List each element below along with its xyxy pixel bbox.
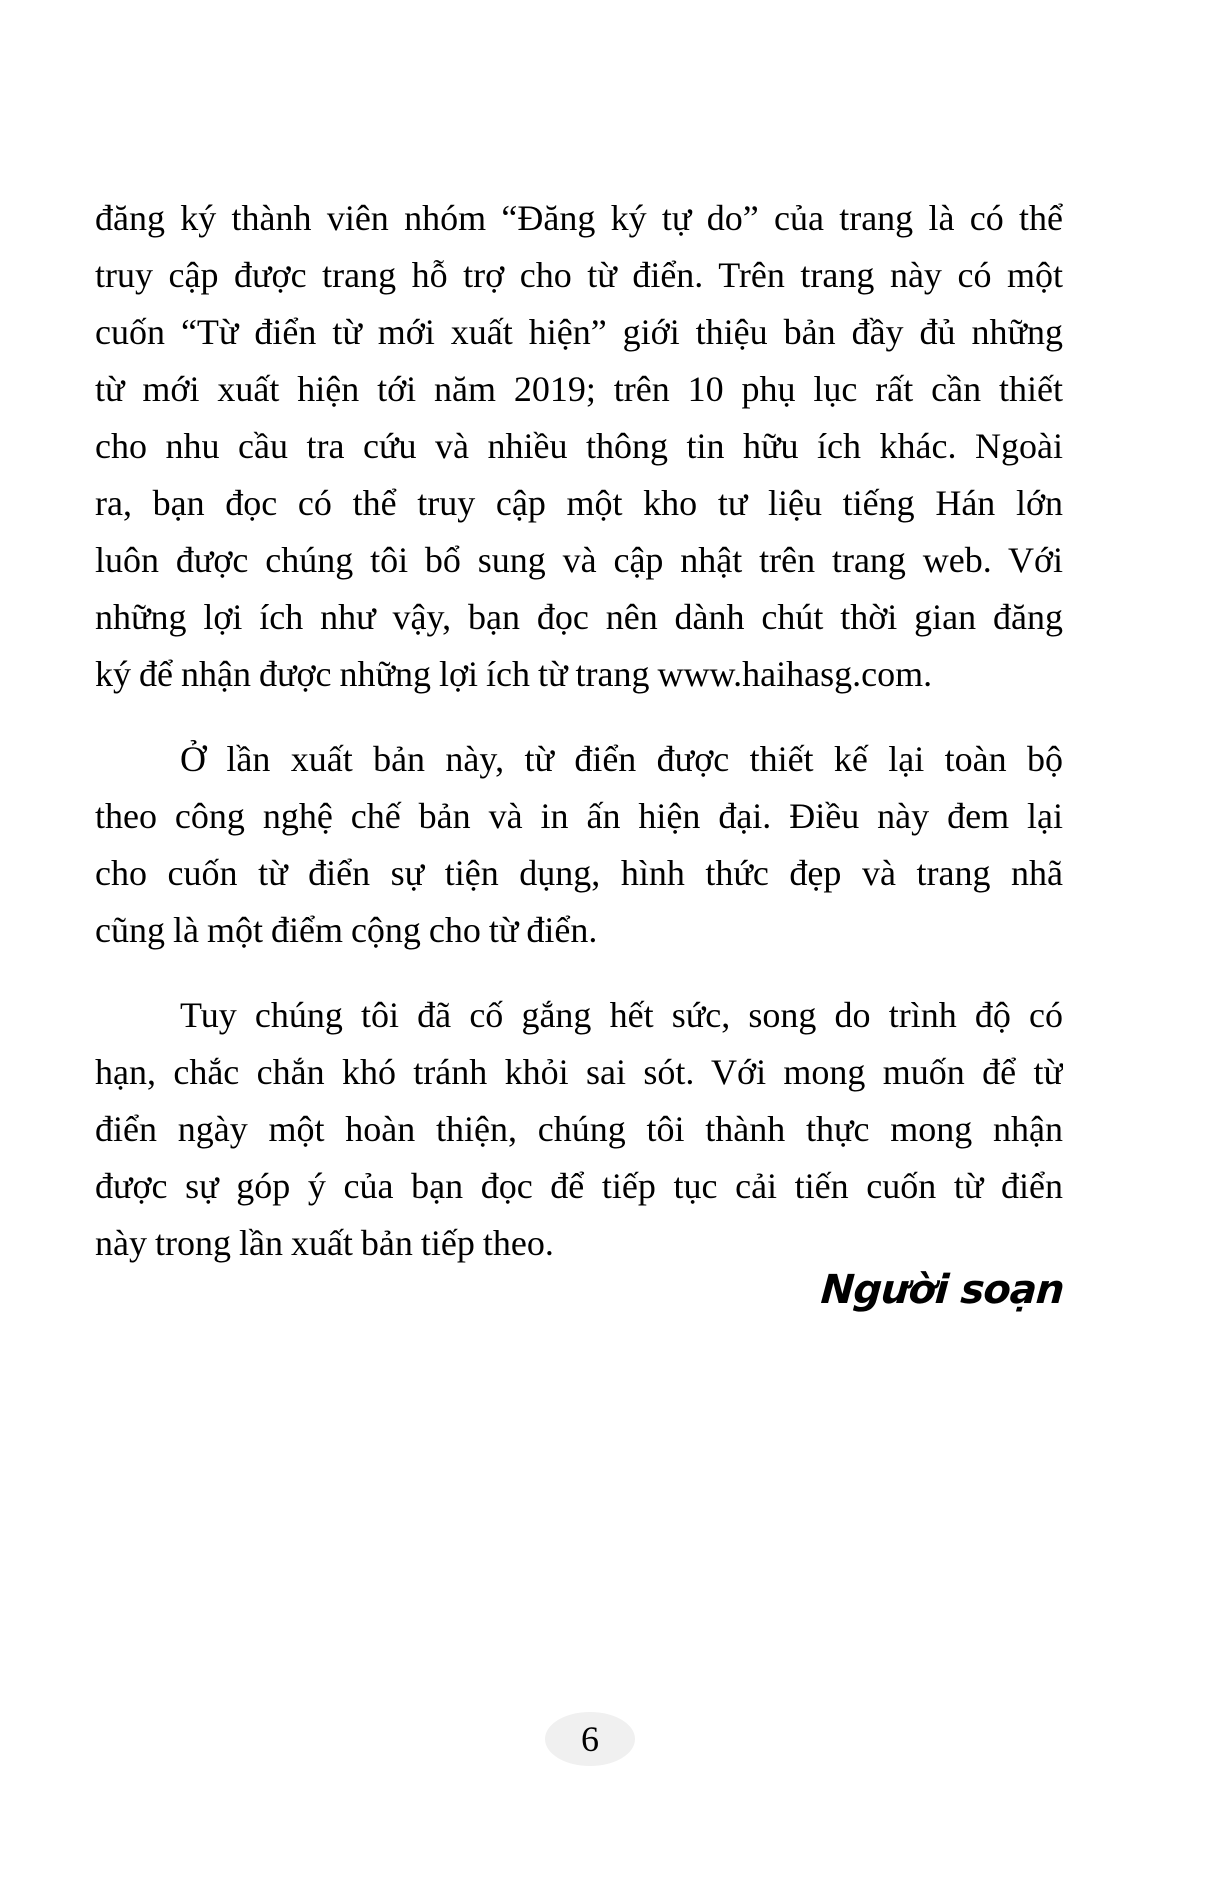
text-line: cho nhu cầu tra cứu và nhiều thông tin hữu ích khác. Ngoài [95,426,1063,466]
text-line: Tuy chúng tôi đã cố gắng hết sức, song do trình độ có [180,995,1063,1035]
text-line: Ở lần xuất bản này, từ điển được thiết kế lại toàn bộ [180,739,1063,779]
page-number-badge [545,1712,635,1766]
text-line: ký để nhận được những lợi ích từ trang www.haihasg.com. [95,654,933,694]
paragraph [95,987,1063,1272]
text-line: đăng ký thành viên nhóm “Đăng ký tự do” của trang là có thể [95,198,1063,238]
text-line: điển ngày một hoàn thiện, chúng tôi thành thực mong nhận [95,1109,1063,1149]
paragraph [95,731,1063,959]
text-line: hạn, chắc chắn khó tránh khỏi sai sót. Với mong muốn để từ [95,1052,1063,1092]
text-line: luôn được chúng tôi bổ sung và cập nhật trên trang web. Với [95,540,1063,580]
author-signature: Người soạn [818,1267,1065,1313]
text-line: được sự góp ý của bạn đọc để tiếp tục cải tiến cuốn từ điển [95,1166,1063,1206]
text-line: cuốn “Từ điển từ mới xuất hiện” giới thiệu bản đầy đủ những [95,312,1063,352]
paragraph [95,190,1063,703]
text-line: từ mới xuất hiện tới năm 2019; trên 10 phụ lục rất cần thiết [95,369,1063,409]
body-text [95,190,1063,1272]
text-line: cũng là một điểm cộng cho từ điển. [95,910,598,950]
page-number: 6 [581,1719,599,1759]
text-line: này trong lần xuất bản tiếp theo. [95,1223,554,1263]
text-line: theo công nghệ chế bản và in ấn hiện đại. Điều này đem lại [95,796,1063,836]
text-line: cho cuốn từ điển sự tiện dụng, hình thức đẹp và trang nhã [95,853,1063,893]
text-line: những lợi ích như vậy, bạn đọc nên dành chút thời gian đăng [95,597,1063,637]
text-line: ra, bạn đọc có thể truy cập một kho tư liệu tiếng Hán lớn [95,483,1063,523]
text-line: truy cập được trang hỗ trợ cho từ điển. Trên trang này có một [95,255,1063,295]
